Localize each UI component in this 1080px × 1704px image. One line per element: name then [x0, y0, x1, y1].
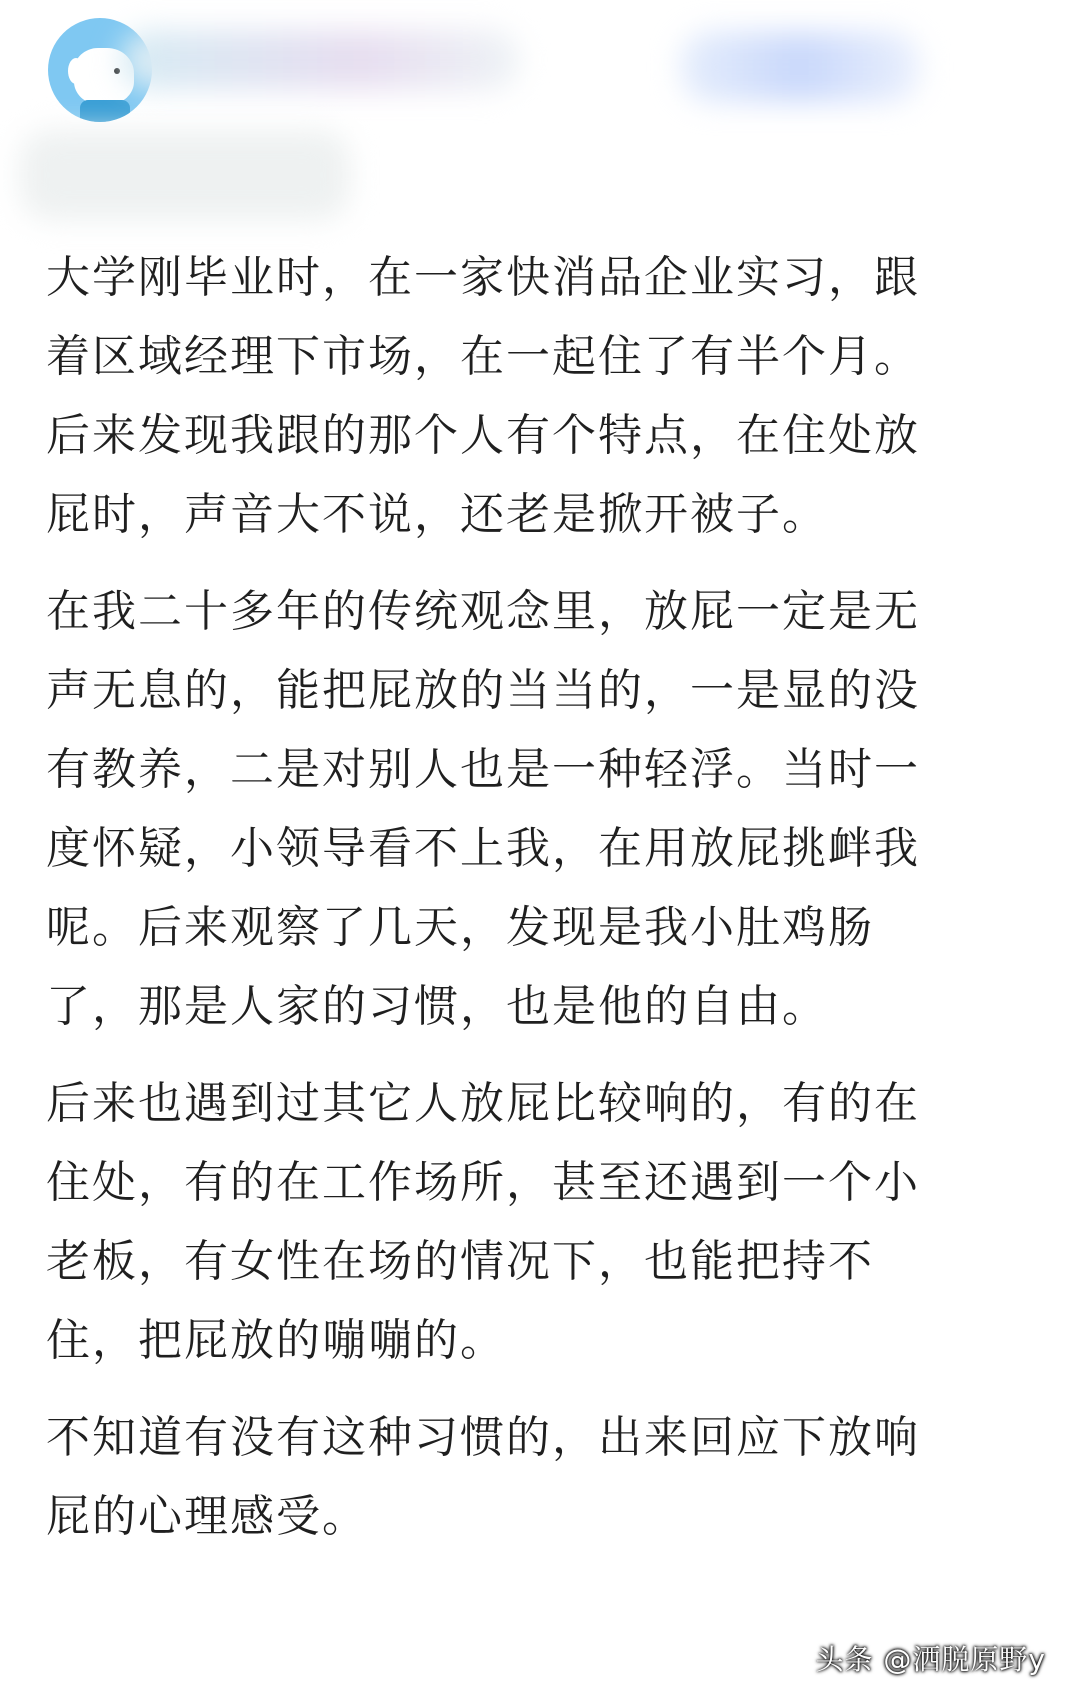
source-watermark: 头条 @洒脱原野y	[815, 1643, 1046, 1676]
blurred-username	[120, 30, 520, 90]
post-paragraph: 大学刚毕业时，在一家快消品企业实习，跟 着区域经理下市场，在一起住了有半个月。 后来发现我跟的那个人有个特点，在住处放 屁时，声音大不说，还老是掀开被子。	[46, 252, 920, 540]
avatar-dog-eye	[114, 68, 120, 74]
avatar-dog-body	[80, 100, 130, 122]
blurred-badge	[680, 32, 920, 102]
post-paragraph: 后来也遇到过其它人放屁比较响的，有的在 住处，有的在工作场所，甚至还遇到一个小 老板，有女性在场的情况下，也能把持不 住，把屁放的嘣嘣的。	[46, 1078, 920, 1366]
post-body	[46, 238, 942, 1574]
post-paragraph: 在我二十多年的传统观念里，放屁一定是无 声无息的，能把屁放的当当的，一是显的没 有教养，二是对别人也是一种轻浮。当时一 度怀疑，小领导看不上我，在用放屁挑衅我 呢。后来观察了几天，发现是我小肚鸡肠 了，那是人家的习惯，也是他的自由。	[46, 586, 920, 1032]
post-header	[0, 0, 1080, 230]
post-paragraph: 不知道有没有这种习惯的，出来回应下放响 屁的心理感受。	[46, 1412, 920, 1542]
blurred-post-meta	[20, 130, 350, 220]
